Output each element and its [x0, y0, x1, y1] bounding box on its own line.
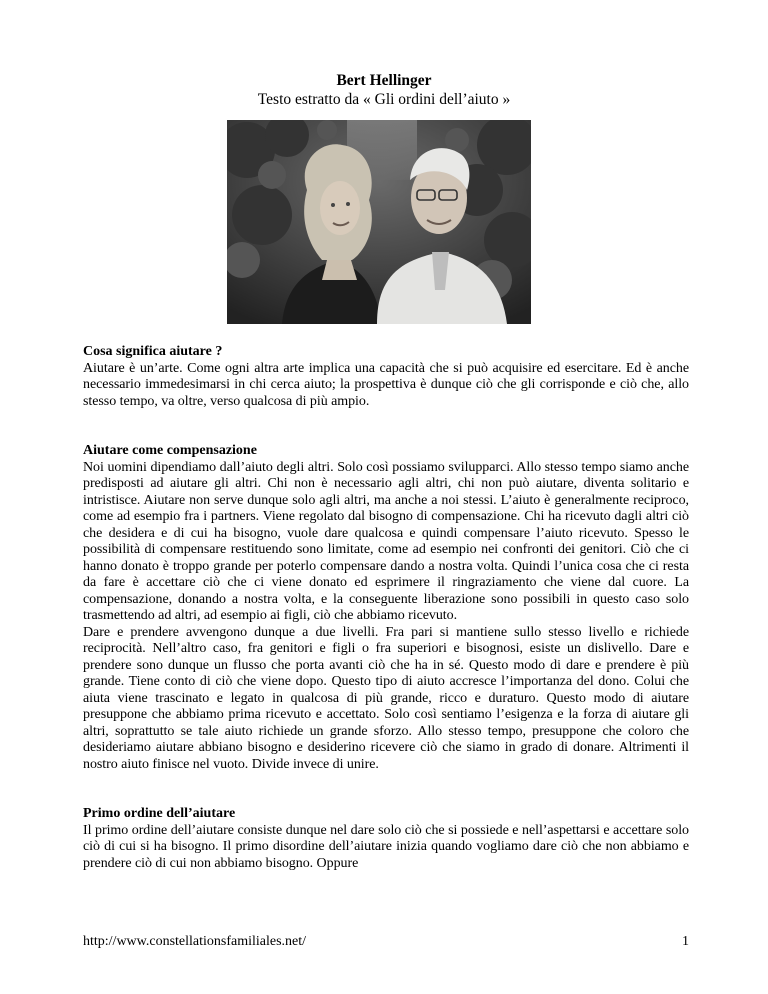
section-aiutare-compensazione: [83, 443, 689, 773]
section-heading: Aiutare come compensazione: [83, 443, 257, 458]
footer-url-link[interactable]: http://www.constellationsfamiliales.net/: [83, 934, 307, 949]
photo-icon: [227, 120, 531, 324]
section-paragraph: Aiutare è un’arte. Come ogni altra arte implica una capacità che si può acquisire ed esercitare. Ed è anche necessario immedesimarsi in chi cerca aiuto; la prospettiva è dunque ciò che gli corrisponde e ciò che, allo stesso tempo, va oltre, verso qualcosa di più ampio.: [83, 360, 689, 409]
section-heading: Primo ordine dell’aiutare: [83, 806, 236, 821]
section-heading: Cosa significa aiutare ?: [83, 344, 223, 359]
author-photo: [227, 120, 531, 324]
author-name: Bert Hellinger: [336, 72, 432, 89]
section-paragraph: Noi uomini dipendiamo dall’aiuto degli altri. Solo così possiamo svilupparci. Allo stesso tempo siamo anche predisposti ad aiutare gli altri. Chi non è necessario agli altri, chi non può aiutare, diventa solitario e intristisce. Aiutare non serve dunque solo agli altri, ma anche a noi stessi. L’aiuto è generalmente reciproco, come ad esempio fra i partners. Viene regolato dal bisogno di compensazione. Chi ha ricevuto dagli altri ciò che desidera e di cui ha bisogno, vuole dare qualcosa e quindi compensare l’aiuto ricevuto. Spesso le possibilità di compensare restituendo sono limitate, come ad esempio nei confronti dei genitori. Ciò che ci hanno donato è troppo grande per poterlo compensare dando a nostra volta. Quindi l’unica cosa che ci resta da fare è accettare ciò che ci viene donato ed esprimere il ringraziamento che viene dal cuore. La compensazione, donando a nostra volta, e la conseguente liberazione sono possibili in questo caso solo trasmettendo ad altri, ad esempio ai figli, ciò che abbiamo ricevuto.: [83, 459, 689, 623]
document-body: [83, 344, 689, 905]
section-cosa-significa: [83, 344, 689, 410]
document-title: [0, 71, 768, 109]
document-subtitle: Testo estratto da « Gli ordini dell’aiuto »: [257, 91, 511, 108]
page-number: 1: [682, 934, 689, 949]
section-primo-ordine: [83, 806, 689, 872]
section-paragraph: Il primo ordine dell’aiutare consiste dunque nel dare solo ciò che si possiede e nell’aspettarsi e accettare solo ciò di cui si ha bisogno. Il primo disordine dell’aiutare inizia quando vogliamo dare ciò che non abbiamo e prendere ciò di cui non abbiamo bisogno. Oppure: [83, 822, 689, 871]
section-paragraph: Dare e prendere avvengono dunque a due livelli. Fra pari si mantiene sullo stesso livello e richiede reciprocità. Nell’altro caso, fra genitori e figli o fra superiori e bisognosi, esiste un dislivello. Dare e prendere sono dunque un flusso che porta avanti ciò che ha in sé. Questo modo di dare e prendere è più grande. Tiene conto di ciò che viene dopo. Questo tipo di aiuto accresce l’importanza del dono. Colui che aiuta viene trascinato e legato in qualcosa di più grande, ricco e duraturo. Questo modo di aiutare presuppone che abbiamo prima ricevuto e accettato. Solo così sentiamo l’esigenza e la forza di aiutare gli altri, soprattutto se tale aiuto richiede un grande sforzo. Allo stesso tempo, presuppone che coloro che desideriamo aiutare abbiano bisogno e desiderino ricevere ciò che siamo in grado di donare. Altrimenti il nostro aiuto finisce nel vuoto. Divide invece di unire.: [83, 624, 689, 772]
